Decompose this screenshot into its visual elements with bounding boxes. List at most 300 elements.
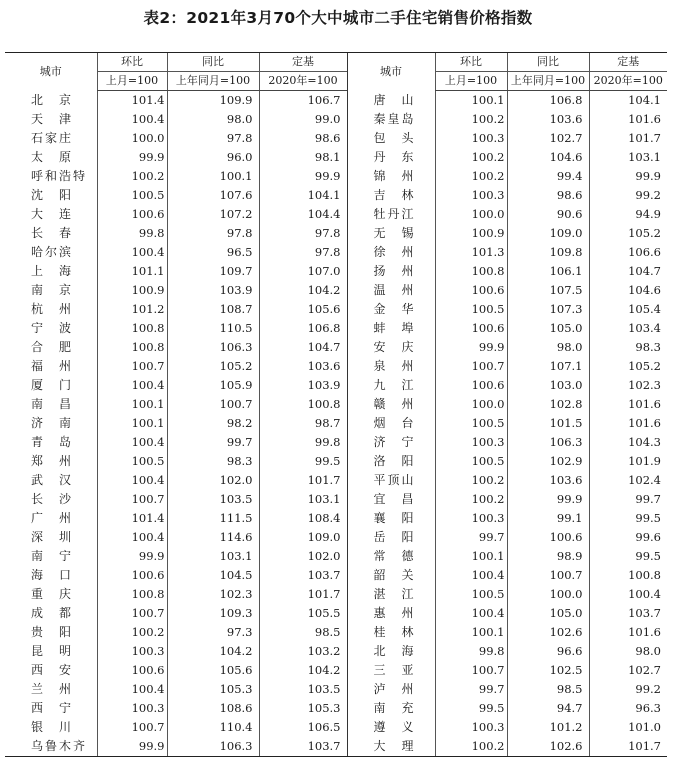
- table-row: [5, 680, 667, 699]
- base-value: 103.9: [259, 376, 347, 395]
- table-row: [5, 148, 667, 167]
- table-row: [5, 585, 667, 604]
- city-name: 西 宁: [31, 701, 74, 715]
- base-value: 99.2: [589, 680, 667, 699]
- yoy-value: 108.7: [167, 300, 259, 319]
- city-name: 湛 江: [347, 585, 435, 604]
- table-row: [5, 262, 667, 281]
- mom-value: 100.2: [97, 623, 167, 642]
- table-row: [5, 737, 667, 757]
- mom-value: 100.6: [435, 281, 507, 300]
- yoy-value: 104.2: [167, 642, 259, 661]
- yoy-value: 107.5: [507, 281, 589, 300]
- base-value: 105.5: [259, 604, 347, 623]
- mom-value: 99.7: [435, 528, 507, 547]
- table-row: [5, 243, 667, 262]
- yoy-value: 100.7: [167, 395, 259, 414]
- base-value: 105.2: [589, 224, 667, 243]
- city-name: 锦 州: [347, 167, 435, 186]
- mom-value: 100.9: [97, 281, 167, 300]
- yoy-value: 98.0: [507, 338, 589, 357]
- table-row: [5, 528, 667, 547]
- city-name: 杭 州: [31, 302, 74, 316]
- yoy-value: 97.3: [167, 623, 259, 642]
- mom-value: 100.7: [435, 357, 507, 376]
- table-row: [5, 452, 667, 471]
- base-value: 106.5: [259, 718, 347, 737]
- mom-value: 100.4: [435, 566, 507, 585]
- yoy-value: 105.0: [507, 604, 589, 623]
- base-value: 99.2: [589, 186, 667, 205]
- city-name: 天 津: [31, 112, 74, 126]
- city-name: 北 海: [347, 642, 435, 661]
- yoy-value: 101.2: [507, 718, 589, 737]
- table-row: [5, 91, 667, 111]
- yoy-value: 103.1: [167, 547, 259, 566]
- city-name: 蚌 埠: [347, 319, 435, 338]
- city-name: 长 沙: [31, 492, 74, 506]
- city-name: 三 亚: [347, 661, 435, 680]
- header-row-2: [5, 72, 667, 91]
- yoy-value: 100.0: [507, 585, 589, 604]
- mom-value: 100.3: [97, 699, 167, 718]
- yoy-value: 102.0: [167, 471, 259, 490]
- city-name: 桂 林: [347, 623, 435, 642]
- city-name: 太 原: [31, 150, 74, 164]
- yoy-value: 101.5: [507, 414, 589, 433]
- yoy-value: 97.8: [167, 129, 259, 148]
- city-name: 武 汉: [31, 473, 74, 487]
- city-name: 南 京: [31, 283, 74, 297]
- base-value: 98.7: [259, 414, 347, 433]
- city-name: 厦 门: [31, 378, 74, 392]
- base-value: 99.5: [589, 547, 667, 566]
- base-value: 104.2: [259, 661, 347, 680]
- table-row: [5, 338, 667, 357]
- yoy-value: 107.3: [507, 300, 589, 319]
- mom-value: 101.4: [97, 509, 167, 528]
- city-name: 唐 山: [347, 91, 435, 111]
- base-value: 109.0: [259, 528, 347, 547]
- yoy-subheader: 上年同月=100: [167, 72, 259, 91]
- mom-value: 100.5: [97, 186, 167, 205]
- base-value: 106.8: [259, 319, 347, 338]
- yoy-value: 102.6: [507, 737, 589, 757]
- city-name: 北 京: [31, 92, 74, 107]
- base-value: 96.3: [589, 699, 667, 718]
- table-row: [5, 357, 667, 376]
- yoy-value: 97.8: [167, 224, 259, 243]
- mom-value: 99.5: [435, 699, 507, 718]
- table-row: [5, 205, 667, 224]
- city-header-right: 城市: [347, 53, 435, 91]
- mom-value: 100.6: [97, 566, 167, 585]
- city-name: 烟 台: [347, 414, 435, 433]
- mom-value: 100.3: [435, 509, 507, 528]
- mom-value: 100.5: [435, 414, 507, 433]
- city-name: 大 连: [31, 207, 74, 221]
- yoy-value: 106.8: [507, 91, 589, 111]
- yoy-header: 同比: [167, 53, 259, 72]
- base-value: 94.9: [589, 205, 667, 224]
- base-value: 98.5: [259, 623, 347, 642]
- base-value: 105.3: [259, 699, 347, 718]
- mom-value: 100.9: [435, 224, 507, 243]
- yoy-value: 105.2: [167, 357, 259, 376]
- mom-value: 101.2: [97, 300, 167, 319]
- mom-value: 101.1: [97, 262, 167, 281]
- city-name: 上 海: [31, 264, 74, 278]
- city-name: 惠 州: [347, 604, 435, 623]
- city-name: 泉 州: [347, 357, 435, 376]
- city-name: 洛 阳: [347, 452, 435, 471]
- yoy-value: 99.1: [507, 509, 589, 528]
- city-name: 韶 关: [347, 566, 435, 585]
- city-name: 徐 州: [347, 243, 435, 262]
- mom-value: 100.2: [435, 737, 507, 757]
- base-value: 102.4: [589, 471, 667, 490]
- mom-value: 100.4: [97, 376, 167, 395]
- mom-value: 100.3: [97, 642, 167, 661]
- yoy-value: 103.6: [507, 471, 589, 490]
- city-name: 岳 阳: [347, 528, 435, 547]
- table-row: [5, 414, 667, 433]
- base-value: 99.8: [259, 433, 347, 452]
- mom-value: 100.1: [435, 623, 507, 642]
- city-name: 扬 州: [347, 262, 435, 281]
- yoy-value: 106.3: [507, 433, 589, 452]
- city-name: 贵 阳: [31, 625, 74, 639]
- table-row: [5, 642, 667, 661]
- city-name: 大 理: [347, 737, 435, 757]
- base-value: 99.0: [259, 110, 347, 129]
- table-row: [5, 471, 667, 490]
- table-row: [5, 566, 667, 585]
- yoy-value: 102.5: [507, 661, 589, 680]
- base-value: 99.5: [589, 509, 667, 528]
- city-name: 福 州: [31, 359, 74, 373]
- mom-value: 100.4: [97, 680, 167, 699]
- city-name: 秦皇岛: [347, 110, 435, 129]
- base-value: 104.4: [259, 205, 347, 224]
- base-value: 103.2: [259, 642, 347, 661]
- mom-value: 99.8: [435, 642, 507, 661]
- city-name: 牡丹江: [347, 205, 435, 224]
- table-row: [5, 376, 667, 395]
- base-value: 103.1: [259, 490, 347, 509]
- yoy-value: 109.0: [507, 224, 589, 243]
- base-value: 104.6: [589, 281, 667, 300]
- city-name: 济 宁: [347, 433, 435, 452]
- base-value: 101.7: [589, 129, 667, 148]
- yoy-value: 102.6: [507, 623, 589, 642]
- yoy-value: 110.4: [167, 718, 259, 737]
- city-name: 南 昌: [31, 397, 74, 411]
- city-name: 沈 阳: [31, 188, 74, 202]
- yoy-value: 104.6: [507, 148, 589, 167]
- yoy-value: 103.0: [507, 376, 589, 395]
- city-name: 无 锡: [347, 224, 435, 243]
- city-name: 银 川: [31, 720, 74, 734]
- yoy-value: 105.6: [167, 661, 259, 680]
- yoy-header-right: 同比: [507, 53, 589, 72]
- city-name: 广 州: [31, 511, 74, 525]
- mom-value: 100.7: [435, 661, 507, 680]
- mom-value: 100.7: [97, 357, 167, 376]
- mom-subheader: 上月=100: [97, 72, 167, 91]
- mom-value: 100.8: [97, 319, 167, 338]
- yoy-value: 107.2: [167, 205, 259, 224]
- mom-value: 100.4: [435, 604, 507, 623]
- table-row: [5, 110, 667, 129]
- mom-value: 101.4: [97, 91, 167, 111]
- table-row: [5, 490, 667, 509]
- base-subheader-right: 2020年=100: [589, 72, 667, 91]
- mom-value: 100.1: [97, 414, 167, 433]
- base-value: 98.3: [589, 338, 667, 357]
- city-name: 成 都: [31, 606, 74, 620]
- base-value: 99.9: [589, 167, 667, 186]
- yoy-value: 90.6: [507, 205, 589, 224]
- mom-value: 100.8: [435, 262, 507, 281]
- base-value: 97.8: [259, 243, 347, 262]
- mom-value: 99.8: [97, 224, 167, 243]
- mom-value: 100.3: [435, 186, 507, 205]
- base-value: 101.6: [589, 395, 667, 414]
- yoy-value: 98.3: [167, 452, 259, 471]
- table-row: [5, 224, 667, 243]
- mom-value: 100.3: [435, 433, 507, 452]
- yoy-value: 109.9: [167, 91, 259, 111]
- city-name: 南 宁: [31, 549, 74, 563]
- mom-value: 100.2: [435, 110, 507, 129]
- base-value: 105.6: [259, 300, 347, 319]
- base-value: 102.0: [259, 547, 347, 566]
- yoy-value: 102.8: [507, 395, 589, 414]
- mom-value: 99.7: [435, 680, 507, 699]
- city-name: 呼和浩特: [31, 169, 88, 183]
- base-value: 100.8: [259, 395, 347, 414]
- mom-value: 100.5: [435, 452, 507, 471]
- mom-value: 100.5: [435, 300, 507, 319]
- city-name: 青 岛: [31, 435, 74, 449]
- yoy-value: 102.9: [507, 452, 589, 471]
- yoy-value: 111.5: [167, 509, 259, 528]
- mom-value: 100.2: [435, 471, 507, 490]
- base-value: 100.4: [589, 585, 667, 604]
- yoy-value: 98.2: [167, 414, 259, 433]
- table-row: [5, 433, 667, 452]
- base-header: 定基: [259, 53, 347, 72]
- mom-value: 99.9: [97, 547, 167, 566]
- yoy-value: 99.9: [507, 490, 589, 509]
- base-value: 104.7: [259, 338, 347, 357]
- base-value: 106.6: [589, 243, 667, 262]
- base-value: 99.7: [589, 490, 667, 509]
- base-value: 105.4: [589, 300, 667, 319]
- table-row: [5, 395, 667, 414]
- base-value: 102.3: [589, 376, 667, 395]
- mom-value: 99.9: [435, 338, 507, 357]
- yoy-value: 98.6: [507, 186, 589, 205]
- yoy-value: 96.5: [167, 243, 259, 262]
- base-value: 103.7: [259, 737, 347, 757]
- city-name: 乌鲁木齐: [5, 737, 97, 757]
- yoy-value: 99.4: [507, 167, 589, 186]
- mom-value: 100.3: [435, 718, 507, 737]
- mom-value: 100.7: [97, 604, 167, 623]
- city-name: 昆 明: [31, 644, 74, 658]
- base-value: 99.6: [589, 528, 667, 547]
- mom-value: 100.2: [97, 167, 167, 186]
- table-row: [5, 186, 667, 205]
- base-value: 101.7: [259, 471, 347, 490]
- table-row: [5, 661, 667, 680]
- table-title: 表2：2021年3月70个大中城市二手住宅销售价格指数: [143, 9, 533, 27]
- city-name: 南 充: [347, 699, 435, 718]
- mom-value: 101.3: [435, 243, 507, 262]
- city-name: 哈尔滨: [31, 245, 74, 259]
- base-value: 107.0: [259, 262, 347, 281]
- mom-value: 100.4: [97, 528, 167, 547]
- mom-value: 99.9: [97, 737, 167, 757]
- city-name: 海 口: [31, 568, 74, 582]
- city-name: 济 南: [31, 416, 74, 430]
- table-row: [5, 718, 667, 737]
- table-row: [5, 699, 667, 718]
- yoy-subheader-right: 上年同月=100: [507, 72, 589, 91]
- base-value: 104.3: [589, 433, 667, 452]
- table-row: [5, 509, 667, 528]
- city-name: 平顶山: [347, 471, 435, 490]
- base-value: 103.7: [589, 604, 667, 623]
- base-value: 108.4: [259, 509, 347, 528]
- city-name: 宁 波: [31, 321, 74, 335]
- base-value: 97.8: [259, 224, 347, 243]
- mom-value: 100.4: [97, 243, 167, 262]
- city-name: 温 州: [347, 281, 435, 300]
- yoy-value: 106.3: [167, 338, 259, 357]
- mom-value: 100.6: [97, 205, 167, 224]
- yoy-value: 96.0: [167, 148, 259, 167]
- base-value: 98.6: [259, 129, 347, 148]
- city-name: 兰 州: [31, 682, 74, 696]
- mom-value: 99.9: [97, 148, 167, 167]
- base-value: 105.2: [589, 357, 667, 376]
- mom-value: 100.2: [435, 148, 507, 167]
- base-value: 106.7: [259, 91, 347, 111]
- city-header: 城市: [5, 53, 97, 91]
- yoy-value: 105.9: [167, 376, 259, 395]
- base-value: 101.7: [259, 585, 347, 604]
- mom-subheader-right: 上月=100: [435, 72, 507, 91]
- city-name: 吉 林: [347, 186, 435, 205]
- base-value: 98.1: [259, 148, 347, 167]
- base-value: 99.9: [259, 167, 347, 186]
- base-value: 104.1: [589, 91, 667, 111]
- yoy-value: 100.1: [167, 167, 259, 186]
- base-value: 102.7: [589, 661, 667, 680]
- mom-value: 100.0: [435, 395, 507, 414]
- table-row: [5, 281, 667, 300]
- yoy-value: 98.0: [167, 110, 259, 129]
- base-value: 103.7: [259, 566, 347, 585]
- mom-value: 100.2: [435, 490, 507, 509]
- yoy-value: 98.9: [507, 547, 589, 566]
- city-name: 金 华: [347, 300, 435, 319]
- base-value: 104.2: [259, 281, 347, 300]
- mom-value: 100.2: [435, 167, 507, 186]
- base-value: 99.5: [259, 452, 347, 471]
- yoy-value: 96.6: [507, 642, 589, 661]
- yoy-value: 110.5: [167, 319, 259, 338]
- mom-value: 100.0: [97, 129, 167, 148]
- yoy-value: 104.5: [167, 566, 259, 585]
- yoy-value: 98.5: [507, 680, 589, 699]
- city-name: 赣 州: [347, 395, 435, 414]
- base-value: 98.0: [589, 642, 667, 661]
- base-value: 100.8: [589, 566, 667, 585]
- table-row: [5, 300, 667, 319]
- city-name: 襄 阳: [347, 509, 435, 528]
- table-row: [5, 547, 667, 566]
- yoy-value: 106.3: [167, 737, 259, 757]
- base-value: 101.7: [589, 737, 667, 757]
- base-value: 101.6: [589, 110, 667, 129]
- mom-value: 100.7: [97, 718, 167, 737]
- yoy-value: 109.7: [167, 262, 259, 281]
- yoy-value: 114.6: [167, 528, 259, 547]
- mom-value: 100.4: [97, 110, 167, 129]
- price-index-table: [5, 52, 667, 757]
- yoy-value: 100.6: [507, 528, 589, 547]
- yoy-value: 107.6: [167, 186, 259, 205]
- city-name: 深 圳: [31, 530, 74, 544]
- city-name: 安 庆: [347, 338, 435, 357]
- mom-value: 100.5: [435, 585, 507, 604]
- mom-value: 100.0: [435, 205, 507, 224]
- city-name: 遵 义: [347, 718, 435, 737]
- mom-value: 100.1: [435, 91, 507, 111]
- table-row: [5, 319, 667, 338]
- table-row: [5, 129, 667, 148]
- mom-header-right: 环比: [435, 53, 507, 72]
- yoy-value: 94.7: [507, 699, 589, 718]
- yoy-value: 109.8: [507, 243, 589, 262]
- yoy-value: 107.1: [507, 357, 589, 376]
- yoy-value: 103.6: [507, 110, 589, 129]
- mom-value: 100.6: [435, 319, 507, 338]
- mom-value: 100.1: [435, 547, 507, 566]
- city-name: 宜 昌: [347, 490, 435, 509]
- city-name: 合 肥: [31, 340, 74, 354]
- table-row: [5, 623, 667, 642]
- city-name: 郑 州: [31, 454, 74, 468]
- city-name: 长 春: [31, 226, 74, 240]
- mom-value: 100.4: [97, 433, 167, 452]
- city-name: 包 头: [347, 129, 435, 148]
- city-name: 常 德: [347, 547, 435, 566]
- mom-value: 100.5: [97, 452, 167, 471]
- yoy-value: 102.7: [507, 129, 589, 148]
- city-name: 泸 州: [347, 680, 435, 699]
- mom-value: 100.1: [97, 395, 167, 414]
- mom-value: 100.4: [97, 471, 167, 490]
- base-value: 103.6: [259, 357, 347, 376]
- table-row: [5, 167, 667, 186]
- base-subheader: 2020年=100: [259, 72, 347, 91]
- city-name: 丹 东: [347, 148, 435, 167]
